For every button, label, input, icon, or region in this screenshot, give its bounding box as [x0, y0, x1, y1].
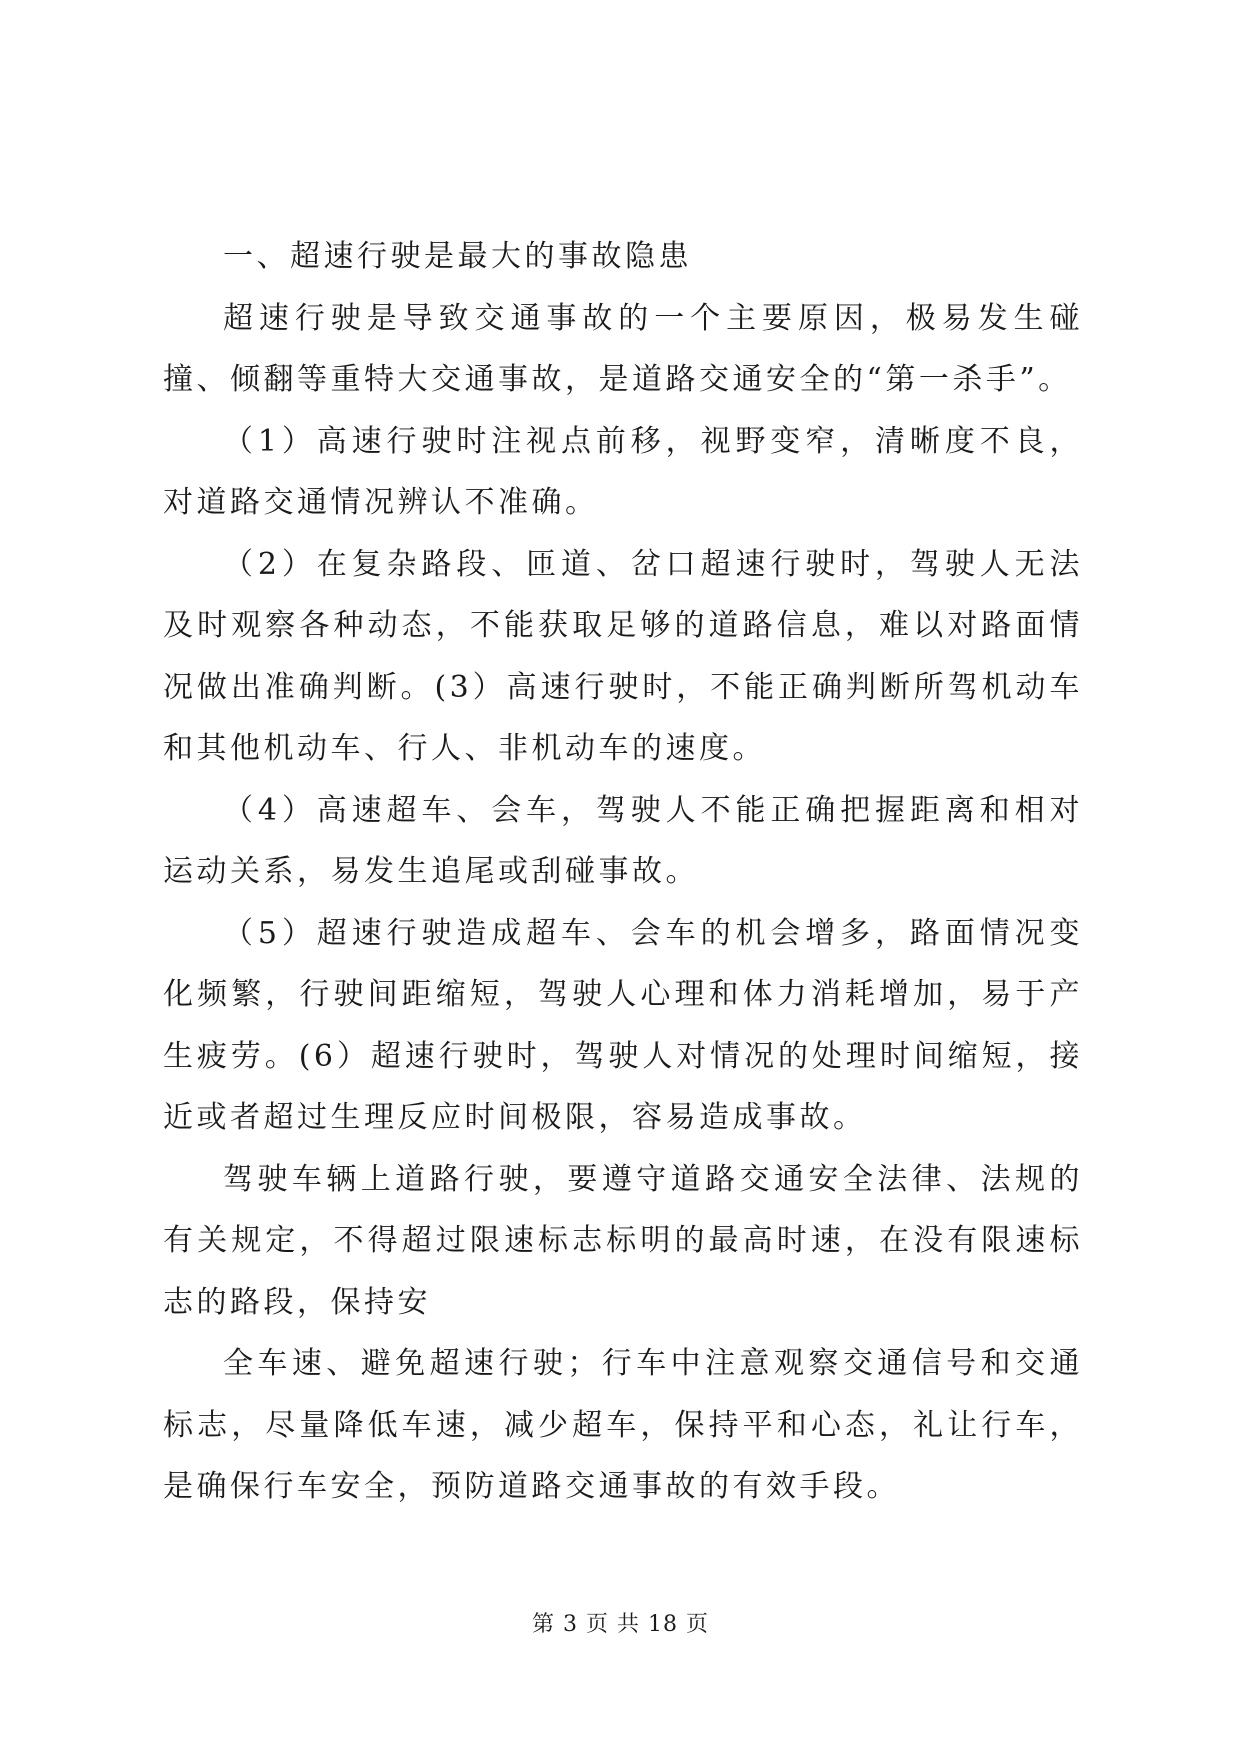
paragraph-intro: 超速行驶是导致交通事故的一个主要原因，极易发生碰撞、倾翻等重特大交通事故，是道路交通安全的“第一杀手”。 — [163, 300, 1083, 397]
document-body — [163, 226, 1083, 1518]
paragraph-conclusion: 全车速、避免超速行驶；行车中注意观察交通信号和交通标志，尽量降低车速，减少超车，保持平和心态，礼让行车，是确保行车安全，预防道路交通事故的有效手段。 — [163, 1346, 1083, 1504]
paragraph-rules: 驾驶车辆上道路行驶，要遵守道路交通安全法律、法规的有关规定，不得超过限速标志标明的最高时速，在没有限速标志的路段，保持安 — [163, 1161, 1083, 1320]
paragraph-point-4: （4）高速超车、会车，驾驶人不能正确把握距离和相对运动关系，易发生追尾或刮碰事故。 — [163, 792, 1083, 889]
page-number-footer: 第 3 页 共 18 页 — [532, 1612, 709, 1637]
paragraph-point-1: （1）高速行驶时注视点前移，视野变窄，清晰度不良，对道路交通情况辨认不准确。 — [163, 423, 1083, 520]
section-heading: 一、超速行驶是最大的事故隐患 — [223, 239, 692, 274]
paragraph-point-5-6: （5）超速行驶造成超车、会车的机会增多，路面情况变化频繁，行驶间距缩短，驾驶人心理和体力消耗增加，易于产生疲劳。(6）超速行驶时，驾驶人对情况的处理时间缩短，接近或者超过生理反应时间极限，容易造成事故。 — [163, 915, 1083, 1135]
paragraph-point-2-3: （2）在复杂路段、匝道、岔口超速行驶时，驾驶人无法及时观察各种动态，不能获取足够的道路信息，难以对路面情况做出准确判断。(3）高速行驶时，不能正确判断所驾机动车和其他机动车、行人、非机动车的速度。 — [163, 546, 1083, 766]
